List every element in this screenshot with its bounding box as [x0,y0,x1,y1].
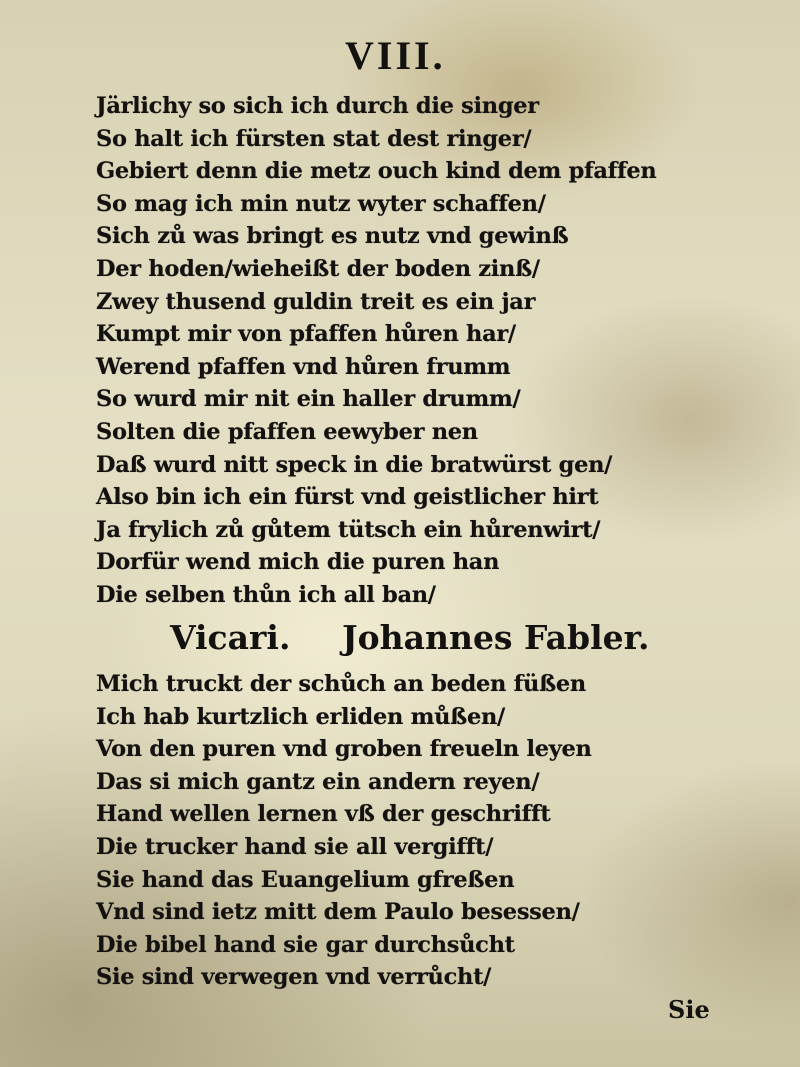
verse-line: Daß wurd nitt speck in die bratwürst gen/ [96,451,613,478]
verse-line: Sie hand das Euangelium gfreßen [96,866,515,893]
verse-line: Mich truckt der schůch an beden füßen [96,671,586,697]
verse-line: Ich hab kurtzlich erliden můßen/ [96,703,505,730]
verse-line: So halt ich fürsten stat dest ringer/ [96,125,532,152]
verse-line: Werend pfaffen vnd hůren frumm [96,353,511,380]
verse-line: Järlichy so sich ich durch die singer [96,93,539,119]
verse-line: Der hoden/wieheißt der boden zinß/ [96,255,540,282]
verse-stanza-vicar [96,668,736,994]
verse-line: Solten die pfaffen eewyber nen [96,418,478,445]
verse-line: Sich zů was bringt es nutz vnd gewinß [96,223,569,250]
folio-number: VIII. [345,33,446,78]
catchword: Sie [668,995,710,1024]
verse-line: Die bibel hand sie gar durchsůcht [96,931,515,958]
speaker-role: Vicari. [170,618,291,657]
verse-line: Von den puren vnd groben freueln leyen [96,736,592,763]
verse-line: Gebiert denn die metz ouch kind dem pfaffen [96,158,657,185]
verse-line: Sie sind verwegen vnd verrůcht/ [96,964,492,991]
verse-line: Ja frylich zů gůtem tütsch ein hůrenwirt/ [96,516,601,543]
verse-line: Die trucker hand sie all vergifft/ [96,833,494,860]
verse-line: Die selben thůn ich all ban/ [96,581,436,608]
verse-line: Zwey thusend guldin treit es ein jar [96,288,536,315]
verse-line: Das si mich gantz ein andern reyen/ [96,768,540,795]
verse-stanza-pope [96,90,736,612]
verse-line: Vnd sind ietz mitt dem Paulo besessen/ [96,899,580,926]
speaker-heading [170,612,690,664]
verse-line: Also bin ich ein fürst vnd geistlicher hirt [96,484,599,511]
verse-line: Hand wellen lernen vß der geschrifft [96,801,551,828]
verse-line: So mag ich min nutz wyter schaffen/ [96,190,546,217]
verse-line: So wurd mir nit ein haller drumm/ [96,386,521,413]
verse-line: Kumpt mir von pfaffen hůren har/ [96,321,516,348]
speaker-name: Johannes Fabler. [341,618,650,657]
verse-line: Dorfür wend mich die puren han [96,549,500,576]
